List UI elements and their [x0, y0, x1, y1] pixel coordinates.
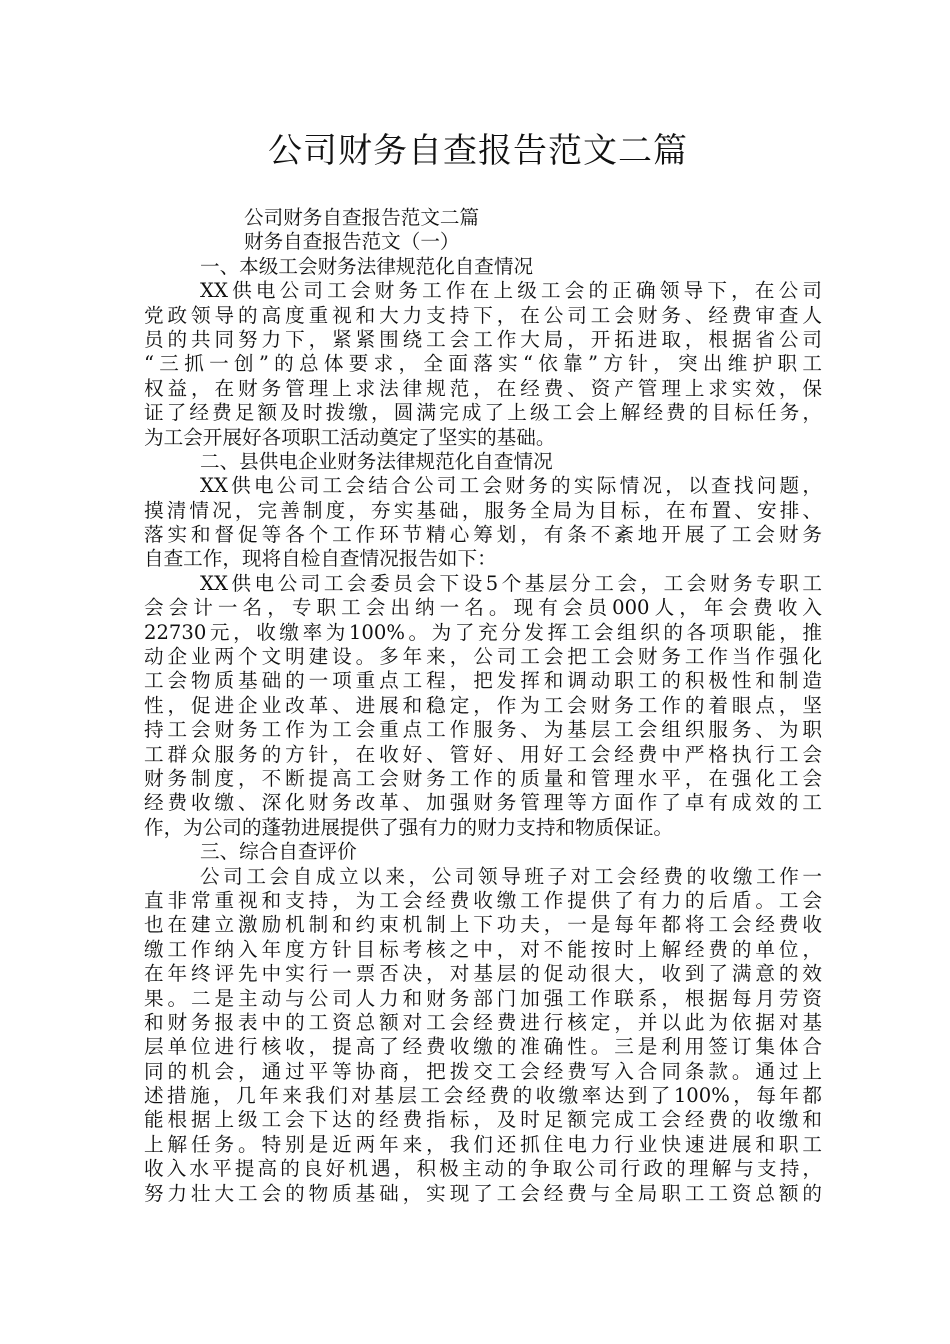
- document-title: 公司财务自查报告范文二篇: [268, 131, 688, 171]
- text-line: 能根据上级工会下达的经费指标，及时足额完成工会经费的收缴和: [144, 1108, 822, 1132]
- text-line: 会会计一名，专职工会出纳一名。现有会员000人，年会费收入: [144, 596, 822, 620]
- text-line: “三抓一创”的总体要求，全面落实“依靠”方针，突出维护职工: [144, 352, 822, 376]
- text-line: 22730元，收缴率为100%。为了充分发挥工会组织的各项职能，推: [144, 620, 822, 644]
- text-line: 权益，在财务管理上求法律规范，在经费、资产管理上求实效，保: [144, 376, 822, 400]
- text-line: XX供电公司工会委员会下设5个基层分工会，工会财务专职工: [200, 571, 822, 595]
- text-line: 自查工作，现将自检自查情况报告如下：: [144, 547, 497, 571]
- text-line: 持工会财务工作为工会重点工作服务、为基层工会组织服务、为职: [144, 718, 822, 742]
- text-line: 工会物质基础的一项重点工程，把发挥和调动职工的积极性和制造: [144, 669, 822, 693]
- document-body: [144, 206, 822, 1206]
- text-line: 在年终评先中实行一票否决，对基层的促动很大，收到了满意的效: [144, 962, 822, 986]
- section-heading: 一、本级工会财务法律规范化自查情况: [200, 254, 534, 278]
- text-line: 为工会开展好各项职工活动奠定了坚实的基础。: [144, 425, 556, 449]
- text-line: 动企业两个文明建设。多年来，公司工会把工会财务工作当作强化: [144, 645, 822, 669]
- text-line: 努力壮大工会的物质基础，实现了工会经费与全局职工工资总额的: [144, 1181, 822, 1205]
- text-line: 直非常重视和支持，为工会经费收缴工作提供了有力的后盾。工会: [144, 888, 822, 912]
- text-line: 上解任务。特别是近两年来，我们还抓住电力行业快速进展和职工: [144, 1132, 822, 1156]
- text-line: 工群众服务的方针，在收好、管好、用好工会经费中严格执行工会: [144, 742, 822, 766]
- text-line: 也在建立激励机制和约束机制上下功夫，一是每年都将工会经费收: [144, 913, 822, 937]
- text-line: 收入水平提高的良好机遇，积极主动的争取公司行政的理解与支持，: [144, 1157, 822, 1181]
- text-line: 缴工作纳入年度方针目标考核之中，对不能按时上解经费的单位，: [144, 937, 822, 961]
- text-line: 证了经费足额及时拨缴，圆满完成了上级工会上解经费的目标任务，: [144, 401, 822, 425]
- text-line: XX供电公司工会财务工作在上级工会的正确领导下，在公司: [200, 279, 822, 303]
- text-line: 述措施，几年来我们对基层工会经费的收缴率达到了100%，每年都: [144, 1084, 822, 1108]
- text-line: XX供电公司工会结合公司工会财务的实际情况，以查找问题，: [200, 474, 822, 498]
- subtitle-line: 财务自查报告范文（一）: [244, 230, 460, 254]
- text-line: 党政领导的高度重视和大力支持下，在公司工会财务、经费审查人: [144, 303, 822, 327]
- text-line: 经费收缴、深化财务改革、加强财务管理等方面作了卓有成效的工: [144, 791, 822, 815]
- text-line: 性，促进企业改革、进展和稳定，作为工会财务工作的着眼点，坚: [144, 693, 822, 717]
- subtitle-line: 公司财务自查报告范文二篇: [244, 206, 480, 229]
- text-line: 财务制度，不断提高工会财务工作的质量和管理水平，在强化工会: [144, 766, 822, 790]
- text-line: 果。二是主动与公司人力和财务部门加强工作联系，根据每月劳资: [144, 986, 822, 1010]
- text-line: 摸清情况，完善制度，夯实基础，服务全局为目标，在布置、安排、: [144, 498, 822, 522]
- text-line: 作，为公司的蓬勃进展提供了强有力的财力支持和物质保证。: [144, 815, 674, 839]
- text-line: 公司工会自成立以来，公司领导班子对工会经费的收缴工作一: [200, 864, 822, 888]
- text-line: 员的共同努力下，紧紧围绕工会工作大局，开拓进取，根据省公司: [144, 327, 822, 351]
- text-line: 层单位进行核收，提高了经费收缴的准确性。三是利用签订集体合: [144, 1035, 822, 1059]
- section-heading: 二、县供电企业财务法律规范化自查情况: [200, 449, 553, 473]
- text-line: 落实和督促等各个工作环节精心筹划，有条不紊地开展了工会财务: [144, 523, 822, 547]
- section-heading: 三、综合自查评价: [200, 840, 357, 864]
- text-line: 和财务报表中的工资总额对工会经费进行核定，并以此为依据对基: [144, 1010, 822, 1034]
- text-line: 同的机会，通过平等协商，把拨交工会经费写入合同条款。通过上: [144, 1059, 822, 1083]
